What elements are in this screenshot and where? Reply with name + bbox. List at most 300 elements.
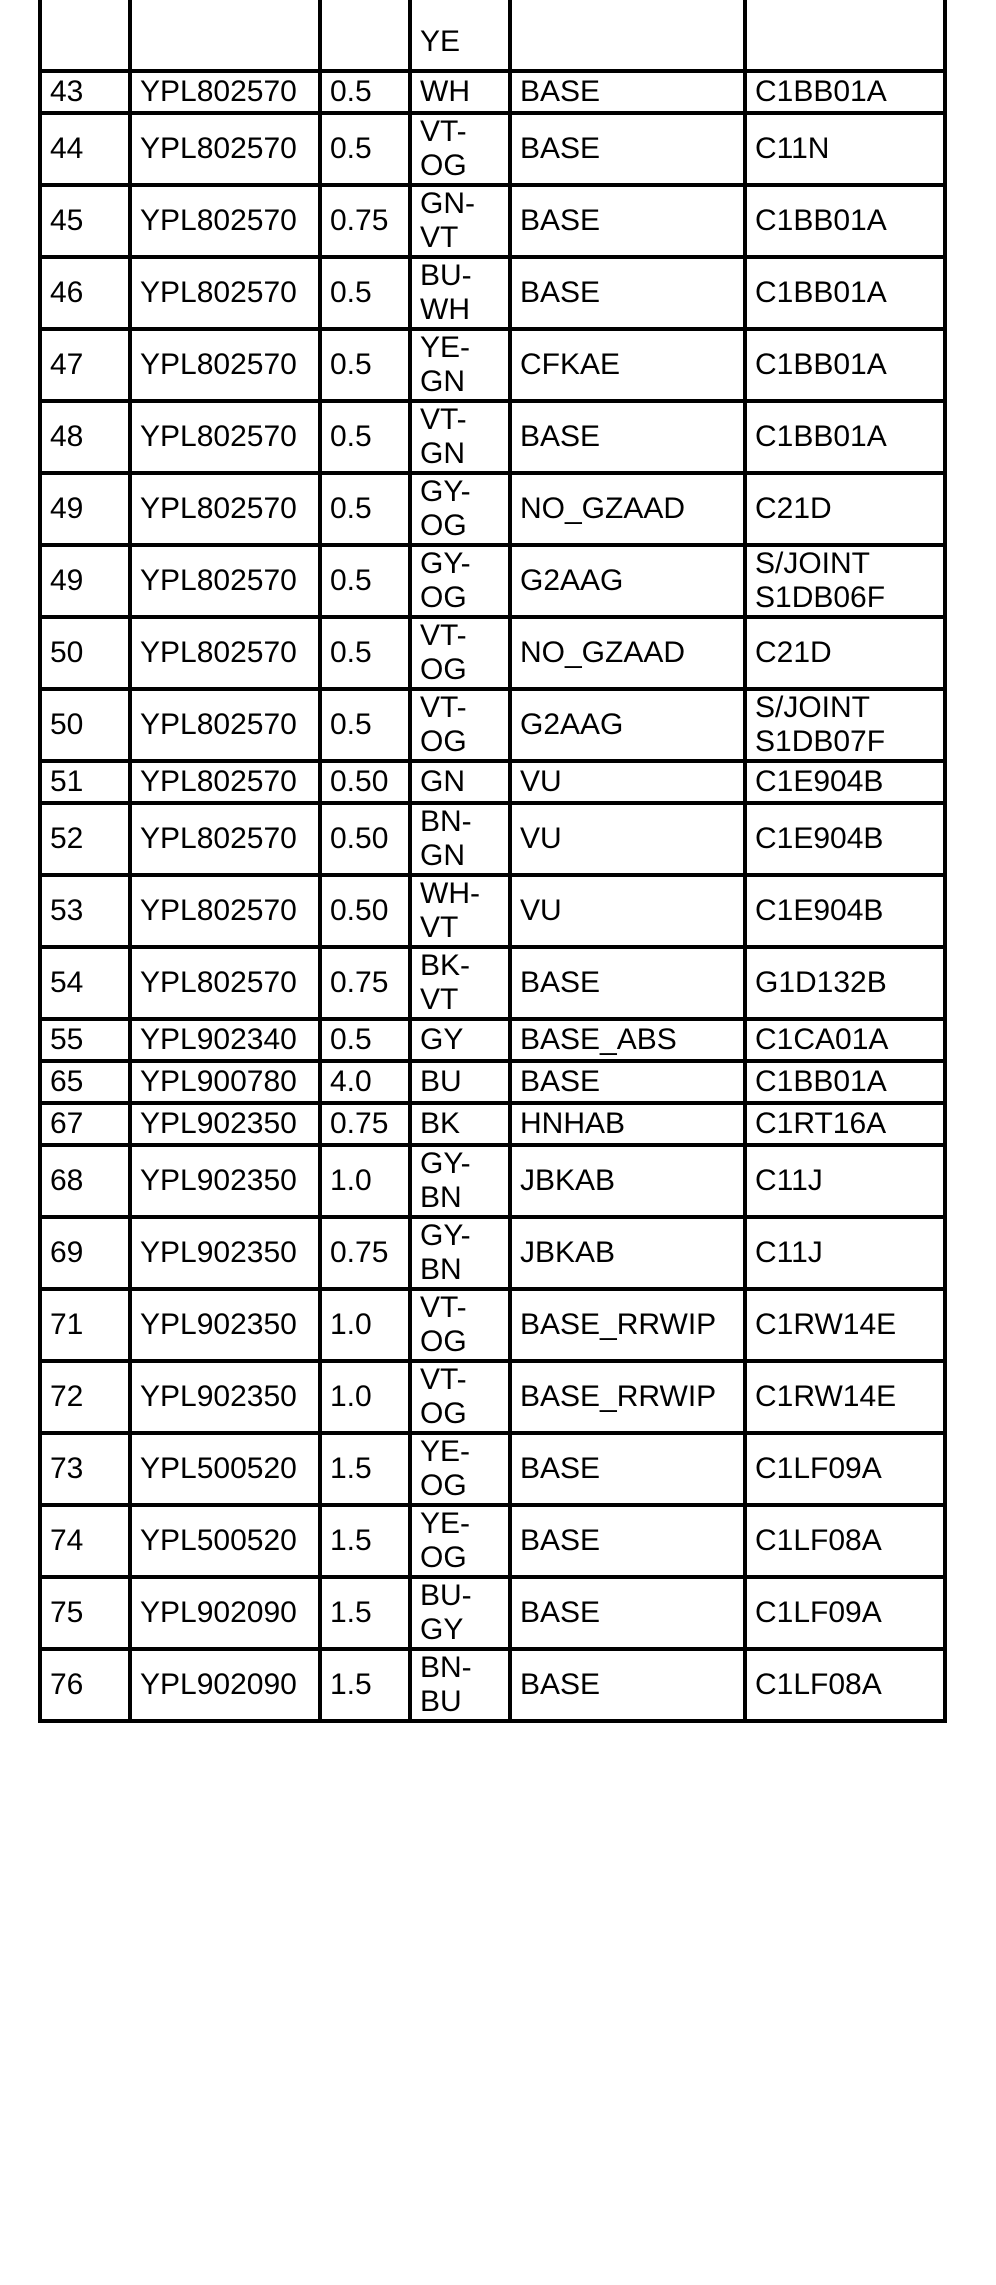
wire-color-cell <box>410 1289 510 1361</box>
wire-size-cell <box>320 1061 410 1103</box>
wire-number-cell <box>40 1289 130 1361</box>
wire-size-cell <box>320 113 410 185</box>
wire-number-cell-text: 45 <box>50 204 84 237</box>
option-code-cell-text: BASE <box>520 420 601 453</box>
part-number-cell <box>130 545 320 617</box>
table-row <box>0 875 996 947</box>
table-row <box>0 1577 996 1649</box>
wire-color-cell <box>410 1103 510 1145</box>
table-row <box>0 1361 996 1433</box>
option-code-cell-text: BASE <box>520 966 601 999</box>
wire-number-cell <box>40 1217 130 1289</box>
wire-size-cell <box>320 617 410 689</box>
option-code-cell-text: G2AAG <box>520 708 624 741</box>
table-row <box>0 1061 996 1103</box>
connector-cell <box>745 1649 945 1721</box>
left-margin <box>0 875 40 947</box>
wire-number-cell <box>40 1103 130 1145</box>
part-number-cell-text: YPL500520 <box>140 1452 297 1485</box>
wire-number-cell-text: 69 <box>50 1236 84 1269</box>
part-number-cell <box>130 803 320 875</box>
part-number-cell-text: YPL802570 <box>140 564 297 597</box>
connector-cell-text: C1BB01A <box>755 204 887 237</box>
option-code-cell <box>510 689 745 761</box>
wire-number-cell <box>40 71 130 113</box>
connector-cell-text: C1BB01A <box>755 420 887 453</box>
connector-cell <box>745 1361 945 1433</box>
option-code-cell-text: BASE_RRWIP <box>520 1308 717 1341</box>
part-number-cell-text: YPL802570 <box>140 708 297 741</box>
option-code-cell <box>510 185 745 257</box>
connector-cell-text: G1D132B <box>755 966 887 999</box>
wire-size-cell <box>320 947 410 1019</box>
wire-size-cell <box>320 1577 410 1649</box>
right-margin <box>945 545 996 617</box>
option-code-cell <box>510 329 745 401</box>
left-margin <box>0 1649 40 1721</box>
option-code-cell-text: NO_GZAAD <box>520 492 686 525</box>
option-code-cell <box>510 0 745 71</box>
part-number-cell <box>130 185 320 257</box>
wire-number-cell <box>40 1577 130 1649</box>
option-code-cell <box>510 473 745 545</box>
part-number-cell-text: YPL802570 <box>140 636 297 669</box>
right-margin <box>945 803 996 875</box>
part-number-cell-text: YPL802570 <box>140 420 297 453</box>
wire-size-cell-text: 4.0 <box>330 1065 372 1098</box>
right-margin <box>945 71 996 113</box>
option-code-cell-text: NO_GZAAD <box>520 636 686 669</box>
wire-color-cell-text: VT- OG <box>420 1363 467 1430</box>
wire-number-cell-text: 54 <box>50 966 84 999</box>
wire-number-cell <box>40 1061 130 1103</box>
wire-number-cell <box>40 1649 130 1721</box>
connector-cell-text: C11J <box>755 1164 823 1197</box>
wire-number-cell-text: 44 <box>50 132 84 165</box>
part-number-cell-text <box>132 28 318 42</box>
wire-color-cell <box>410 875 510 947</box>
wire-number-cell-text: 75 <box>50 1596 84 1629</box>
wire-color-cell <box>410 473 510 545</box>
right-margin <box>945 875 996 947</box>
left-margin <box>0 1577 40 1649</box>
connector-cell <box>745 185 945 257</box>
table-row <box>0 71 996 113</box>
option-code-cell-text: JBKAB <box>520 1164 616 1197</box>
connector-cell-text: C1RT16A <box>755 1107 887 1140</box>
option-code-cell <box>510 545 745 617</box>
wire-size-cell <box>320 803 410 875</box>
wire-size-cell <box>320 761 410 803</box>
option-code-cell-text: G2AAG <box>520 564 624 597</box>
right-margin <box>945 1577 996 1649</box>
connector-cell <box>745 617 945 689</box>
part-number-cell <box>130 1577 320 1649</box>
left-margin <box>0 329 40 401</box>
wire-color-cell-text: YE <box>420 24 461 58</box>
left-margin <box>0 71 40 113</box>
part-number-cell-text: YPL802570 <box>140 894 297 927</box>
right-margin <box>945 257 996 329</box>
connector-cell <box>745 473 945 545</box>
wire-number-cell-text: 49 <box>50 564 84 597</box>
option-code-cell-text: BASE <box>520 1065 601 1098</box>
part-number-cell <box>130 1103 320 1145</box>
right-margin <box>945 1019 996 1061</box>
left-margin <box>0 113 40 185</box>
bottom-margin-cell <box>40 1721 130 2285</box>
table-row <box>0 1505 996 1577</box>
option-code-cell-text: CFKAE <box>520 348 621 381</box>
wire-color-cell-text: YE- OG <box>420 1435 471 1502</box>
wire-size-cell <box>320 689 410 761</box>
connector-cell-text: C1LF08A <box>755 1668 882 1701</box>
right-margin <box>945 1061 996 1103</box>
right-margin <box>945 947 996 1019</box>
right-margin <box>945 0 996 71</box>
wire-size-cell-text: 0.5 <box>330 708 372 741</box>
wire-number-cell <box>40 329 130 401</box>
wire-size-cell <box>320 1217 410 1289</box>
wire-color-cell <box>410 1019 510 1061</box>
bottom-margin-cell <box>510 1721 745 2285</box>
option-code-cell-text: JBKAB <box>520 1236 616 1269</box>
wire-number-cell <box>40 1361 130 1433</box>
connector-cell <box>745 947 945 1019</box>
part-number-cell-text: YPL902090 <box>140 1668 297 1701</box>
part-number-cell-text: YPL802570 <box>140 765 297 798</box>
connector-cell <box>745 1217 945 1289</box>
wire-size-cell <box>320 71 410 113</box>
option-code-cell-text: VU <box>520 894 562 927</box>
option-code-cell <box>510 803 745 875</box>
table-row <box>0 185 996 257</box>
right-margin <box>945 1361 996 1433</box>
wire-number-cell-text: 73 <box>50 1452 84 1485</box>
connector-cell-text: C1E904B <box>755 822 884 855</box>
bottom-margin-cell <box>130 1721 320 2285</box>
option-code-cell <box>510 761 745 803</box>
part-number-cell <box>130 689 320 761</box>
wire-color-cell-text: BN- GN <box>420 805 472 872</box>
wire-color-cell-text: VT- OG <box>420 1291 467 1358</box>
wire-number-cell-text: 71 <box>50 1308 84 1341</box>
option-code-cell <box>510 875 745 947</box>
bottom-margin-cell <box>0 1721 40 2285</box>
connector-cell <box>745 1061 945 1103</box>
wire-size-cell-text: 0.50 <box>330 822 389 855</box>
right-margin <box>945 1433 996 1505</box>
connector-cell <box>745 113 945 185</box>
left-margin <box>0 1217 40 1289</box>
right-margin <box>945 1649 996 1721</box>
part-number-cell <box>130 1505 320 1577</box>
left-margin <box>0 257 40 329</box>
table-row <box>0 1145 996 1217</box>
wire-size-cell-text: 0.50 <box>330 765 389 798</box>
left-margin <box>0 1061 40 1103</box>
left-margin <box>0 1145 40 1217</box>
wire-size-cell-text: 0.75 <box>330 1107 389 1140</box>
part-number-cell <box>130 113 320 185</box>
option-code-cell-text: VU <box>520 822 562 855</box>
option-code-cell <box>510 1433 745 1505</box>
wire-size-cell-text: 0.50 <box>330 894 389 927</box>
wire-size-cell-text: 0.5 <box>330 75 372 108</box>
wire-color-cell <box>410 1145 510 1217</box>
table-row <box>0 1289 996 1361</box>
part-number-cell <box>130 473 320 545</box>
table-row <box>0 689 996 761</box>
option-code-cell-text <box>512 28 743 42</box>
table-row <box>0 257 996 329</box>
part-number-cell <box>130 0 320 71</box>
part-number-cell-text: YPL902350 <box>140 1308 297 1341</box>
table-row <box>0 617 996 689</box>
table-row <box>0 803 996 875</box>
connector-cell-text: C21D <box>755 636 832 669</box>
left-margin <box>0 1289 40 1361</box>
wire-size-cell <box>320 0 410 71</box>
table-row <box>0 401 996 473</box>
left-margin <box>0 803 40 875</box>
wire-color-cell-text: GY- OG <box>420 547 471 614</box>
option-code-cell <box>510 1145 745 1217</box>
connector-cell-text: C1E904B <box>755 765 884 798</box>
wire-size-cell-text: 0.5 <box>330 564 372 597</box>
part-number-cell <box>130 761 320 803</box>
wire-number-cell-text: 49 <box>50 492 84 525</box>
part-number-cell <box>130 947 320 1019</box>
connector-cell-text: C1BB01A <box>755 75 887 108</box>
wire-size-cell <box>320 473 410 545</box>
left-margin <box>0 1433 40 1505</box>
part-number-cell <box>130 1145 320 1217</box>
table-row <box>0 1649 996 1721</box>
wire-size-cell-text: 1.5 <box>330 1668 372 1701</box>
right-margin <box>945 1289 996 1361</box>
wire-number-cell-text: 48 <box>50 420 84 453</box>
connector-cell <box>745 71 945 113</box>
option-code-cell <box>510 401 745 473</box>
connector-cell <box>745 1433 945 1505</box>
wire-size-cell-text: 0.5 <box>330 420 372 453</box>
part-number-cell <box>130 1433 320 1505</box>
connector-cell <box>745 1103 945 1145</box>
wire-number-cell-text: 52 <box>50 822 84 855</box>
wire-size-cell <box>320 329 410 401</box>
connector-cell <box>745 689 945 761</box>
wire-number-cell <box>40 113 130 185</box>
wire-color-cell <box>410 1433 510 1505</box>
option-code-cell-text: BASE <box>520 132 601 165</box>
right-margin <box>945 689 996 761</box>
table-row <box>0 329 996 401</box>
wire-size-cell <box>320 1361 410 1433</box>
wire-color-cell <box>410 1577 510 1649</box>
left-margin <box>0 689 40 761</box>
connector-cell <box>745 257 945 329</box>
option-code-cell <box>510 1019 745 1061</box>
wire-size-cell-text: 1.5 <box>330 1524 372 1557</box>
left-margin <box>0 947 40 1019</box>
part-number-cell-text: YPL500520 <box>140 1524 297 1557</box>
wire-number-cell <box>40 0 130 71</box>
wire-color-cell <box>410 803 510 875</box>
part-number-cell-text: YPL902350 <box>140 1164 297 1197</box>
wire-color-cell-text: GY <box>420 1023 464 1056</box>
wire-size-cell-text: 0.5 <box>330 636 372 669</box>
connector-cell-text: C1LF08A <box>755 1524 882 1557</box>
wire-size-cell <box>320 1145 410 1217</box>
wire-color-cell <box>410 401 510 473</box>
part-number-cell <box>130 1289 320 1361</box>
wire-size-cell-text: 0.5 <box>330 132 372 165</box>
connector-cell <box>745 1289 945 1361</box>
wire-number-cell-text: 68 <box>50 1164 84 1197</box>
part-number-cell-text: YPL802570 <box>140 204 297 237</box>
option-code-cell <box>510 1577 745 1649</box>
bottom-margin-cell <box>745 1721 945 2285</box>
wire-color-cell-text: BU <box>420 1065 462 1098</box>
wire-size-cell-text: 1.5 <box>330 1596 372 1629</box>
wire-size-cell <box>320 875 410 947</box>
part-number-cell-text: YPL902350 <box>140 1236 297 1269</box>
option-code-cell <box>510 617 745 689</box>
wire-size-cell <box>320 1505 410 1577</box>
connector-cell <box>745 803 945 875</box>
part-number-cell-text: YPL900780 <box>140 1065 297 1098</box>
part-number-cell <box>130 71 320 113</box>
connector-cell <box>745 875 945 947</box>
wire-size-cell <box>320 545 410 617</box>
option-code-cell <box>510 1103 745 1145</box>
left-margin <box>0 401 40 473</box>
wire-color-cell-text: GY- OG <box>420 475 471 542</box>
wire-size-cell <box>320 1103 410 1145</box>
wire-size-cell-text: 1.0 <box>330 1164 372 1197</box>
wire-color-cell <box>410 71 510 113</box>
connector-cell <box>745 0 945 71</box>
left-margin <box>0 617 40 689</box>
option-code-cell <box>510 1061 745 1103</box>
option-code-cell <box>510 113 745 185</box>
part-number-cell <box>130 1361 320 1433</box>
option-code-cell-text: BASE <box>520 1452 601 1485</box>
option-code-cell-text: BASE_ABS <box>520 1023 677 1056</box>
option-code-cell-text: BASE <box>520 1668 601 1701</box>
wire-color-cell-text: GY- BN <box>420 1147 471 1214</box>
option-code-cell <box>510 1505 745 1577</box>
part-number-cell <box>130 329 320 401</box>
wire-color-cell-text: WH <box>420 75 470 108</box>
wire-size-cell <box>320 1289 410 1361</box>
right-margin <box>945 1103 996 1145</box>
wire-color-cell <box>410 113 510 185</box>
part-number-cell-text: YPL902350 <box>140 1380 297 1413</box>
connector-cell-text: S/JOINT S1DB07F <box>755 691 886 758</box>
wire-color-cell-text: BK- VT <box>420 949 471 1016</box>
wire-color-cell-text: BK <box>420 1107 461 1140</box>
part-number-cell-text: YPL902350 <box>140 1107 297 1140</box>
connector-cell-text: C11N <box>755 132 830 165</box>
wire-color-cell <box>410 545 510 617</box>
wire-color-cell <box>410 617 510 689</box>
right-margin <box>945 473 996 545</box>
part-number-cell <box>130 617 320 689</box>
wire-size-cell <box>320 257 410 329</box>
option-code-cell <box>510 257 745 329</box>
wire-number-cell <box>40 947 130 1019</box>
wire-size-cell-text: 0.75 <box>330 966 389 999</box>
part-number-cell-text: YPL902090 <box>140 1596 297 1629</box>
option-code-cell-text: BASE <box>520 1596 601 1629</box>
left-margin <box>0 185 40 257</box>
part-number-cell <box>130 1019 320 1061</box>
right-margin <box>945 1145 996 1217</box>
option-code-cell-text: BASE <box>520 204 601 237</box>
right-margin <box>945 617 996 689</box>
wire-number-cell <box>40 1433 130 1505</box>
part-number-cell-text: YPL802570 <box>140 348 297 381</box>
wire-size-cell-text <box>322 28 408 42</box>
part-number-cell-text: YPL902340 <box>140 1023 297 1056</box>
table-row <box>0 0 996 71</box>
part-number-cell <box>130 401 320 473</box>
connector-cell <box>745 1145 945 1217</box>
wire-number-cell <box>40 1019 130 1061</box>
option-code-cell <box>510 1361 745 1433</box>
wire-color-cell-text: VT- GN <box>420 403 467 470</box>
table-row <box>0 1217 996 1289</box>
wire-number-cell-text: 72 <box>50 1380 84 1413</box>
wire-size-cell <box>320 1019 410 1061</box>
wire-color-cell <box>410 1361 510 1433</box>
wire-number-cell-text: 67 <box>50 1107 84 1140</box>
connector-cell-text: C1RW14E <box>755 1308 897 1341</box>
connector-cell-text: C1LF09A <box>755 1596 882 1629</box>
bottom-margin-cell <box>945 1721 996 2285</box>
right-margin <box>945 185 996 257</box>
left-margin <box>0 1361 40 1433</box>
wire-number-cell-text: 65 <box>50 1065 84 1098</box>
connector-cell <box>745 329 945 401</box>
table-row <box>0 545 996 617</box>
wire-color-cell-text: BU- WH <box>420 259 472 326</box>
option-code-cell-text: HNHAB <box>520 1107 626 1140</box>
table-row <box>0 473 996 545</box>
wire-number-cell-text: 43 <box>50 75 84 108</box>
option-code-cell <box>510 1217 745 1289</box>
connector-cell-text: C21D <box>755 492 832 525</box>
wire-color-cell-text: WH- VT <box>420 877 480 944</box>
wire-color-cell-text: GY- BN <box>420 1219 471 1286</box>
part-number-cell <box>130 1217 320 1289</box>
right-margin <box>945 761 996 803</box>
left-margin <box>0 1019 40 1061</box>
right-margin <box>945 401 996 473</box>
wire-color-cell-text: VT- OG <box>420 115 467 182</box>
wire-color-cell <box>410 185 510 257</box>
part-number-cell <box>130 1061 320 1103</box>
wire-number-cell-text: 76 <box>50 1668 84 1701</box>
wire-size-cell-text: 0.75 <box>330 1236 389 1269</box>
wire-color-cell <box>410 1649 510 1721</box>
wire-color-cell-text: YE- OG <box>420 1507 471 1574</box>
left-margin <box>0 545 40 617</box>
wire-size-cell <box>320 401 410 473</box>
left-margin <box>0 473 40 545</box>
